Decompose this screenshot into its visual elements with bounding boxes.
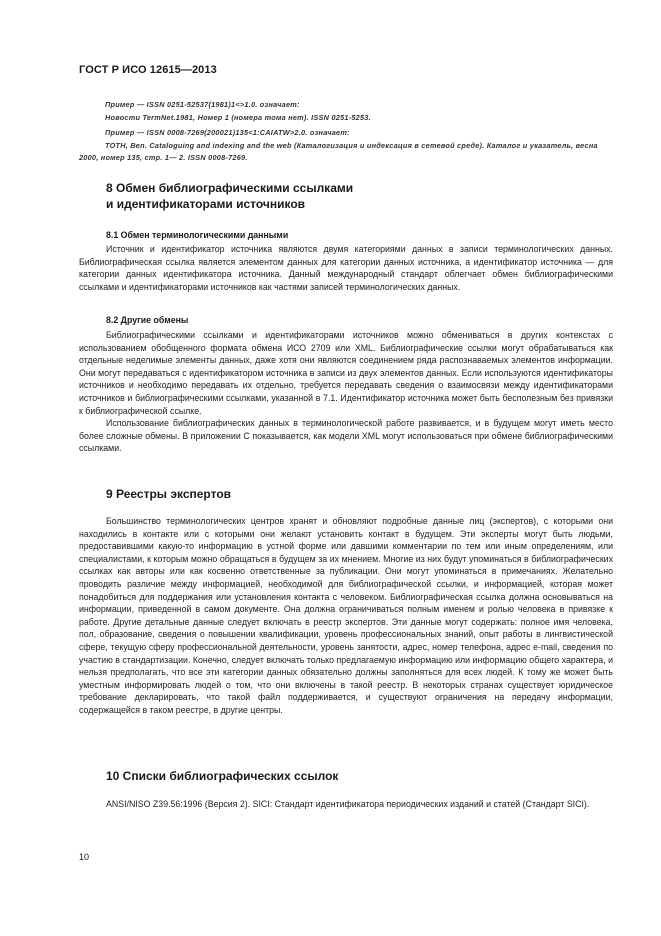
document-header: ГОСТ Р ИСО 12615—2013 — [79, 64, 217, 76]
paragraph: Использование библиографических данных в терминологической работе развивается, и в будущем могут иметь место более сложные обмены. В приложении С показывается, как модели XML могут использоваться при обмене библиографическими ссылками. — [79, 418, 613, 454]
subsection-8-2-body — [79, 329, 613, 455]
subsection-8-1-heading: 8.1 Обмен терминологическими данными — [106, 230, 289, 240]
section-8-heading-line-1: 8 Обмен библиографическими ссылками — [106, 181, 354, 195]
example-1-line-1: Пример — ISSN 0251-52537(1981)1<>1.0. означает: — [105, 100, 300, 109]
paragraph: Большинство терминологических центров хранят и обновляют подробные данные лиц (экспертов), с которыми они находились в контакте или с которыми они желают установить контакт в будущем. Эти эксперты могут быть людьми, предоставившими какую-то информацию в устной форме или давшими комментарии по тем или иным определениям, или специалистами, к которым можно обращаться в будущем за их мнением. Многие из них будут упоминаться в библиографических ссылках как авторы или как косвенно ответственные за публикации. Они могут упоминаться в примечаниях. Желательно проводить различие между информацией, необходимой для библиографической ссылки, и информацией, которая может понадобиться для поддержания или установления контакта с человеком. Библиографическая ссылка должна основываться на информации, приведенной в самом документе. Она должна ограничиваться полным именем и ролью человека в привязке к работе. Другие детальные данные следует включать в реестр экспертов. Эти данные могут содержать: полное имя человека, пол, образование, сведения о повышении квалификации, уровень профессиональных знаний, опыт работы в лингвистической сфере, текущую сферу профессиональной деятельности, уровень занятости, адрес, номер телефона, адрес e-mail, сведения по участию в стандартизации. Конечно, следует включать только предлагаемую информацию или информацию общего характера, и нельзя предполагать, что все эти категории данных обязательно должны заполняться для всех людей. К тому же может быть уместным информировать людей о том, что они включены в такой реестр. В некоторых странах существует юридическое требование декларировать, что такой файл поддерживается, и существуют ограничения на передачу информации, содержащейся в таком реестре, в другие центры. — [79, 516, 613, 715]
reference-entry: ANSI/NISO Z39.56:1996 (Версия 2). SICI: Стандарт идентификатора периодических изданий и статей (Стандарт SICI). — [106, 799, 590, 809]
subsection-8-1-body — [79, 243, 613, 293]
section-8-heading-line-2: и идентификаторами источников — [106, 196, 306, 211]
example-2-line-1: Пример — ISSN 0008-7269(200021)135<1:CAIATW>2.0. означает: — [105, 128, 350, 137]
example-2-line-2: TOTH, Ben. Cataloguing and indexing and the web (Каталогизация и индексация в сетевой среде). Каталог и указатель, весна 2000, номер 135, стр. 1— 2. ISSN 0008-7269. — [79, 140, 598, 163]
example-2 — [79, 127, 615, 165]
example-1 — [79, 99, 615, 124]
example-1-line-2: Новости TermNet.1981, Номер 1 (номера тома нет). ISSN 0251-5253. — [105, 112, 371, 122]
section-10-body — [79, 798, 613, 811]
section-10-heading: 10 Списки библиографических ссылок — [106, 769, 339, 783]
section-8-heading — [106, 181, 353, 212]
page-number: 10 — [79, 852, 90, 862]
section-9-heading: 9 Реестры экспертов — [106, 487, 232, 501]
paragraph: Библиографическими ссылками и идентификаторами источников можно обмениваться в других контекстах с использованием обобщенного формата обмена ИСО 2709 или XML. Библиографические ссылки могут обрабатываться как отдельные неделимые элементы данных, даже хотя они являются соединением ряда распознаваемых элементов информации. Они могут передаваться с идентификатором источника в записи из двух элементов данных. Если используются идентификаторы источников и необходимо передавать их отдельно, требуется передавать сведения о взаимосвязи между идентификаторами источников и библиографическими ссылками, указанной в 7.1. Идентификатор источника может быть бесполезным без привязки к библиографической ссылке. — [79, 330, 613, 416]
paragraph: Источник и идентификатор источника являются двумя категориями данных в записи терминологических данных. Библиографическая ссылка является элементом данных для категории данных источника, а идентификатор источника — для категории данных идентификатора источника. Данный международный стандарт облегчает обмен библиографическими ссылками и идентификаторами источников как частями записей терминологических данных. — [79, 244, 613, 292]
section-9-body — [79, 515, 613, 717]
subsection-8-2-heading: 8.2 Другие обмены — [106, 315, 189, 325]
